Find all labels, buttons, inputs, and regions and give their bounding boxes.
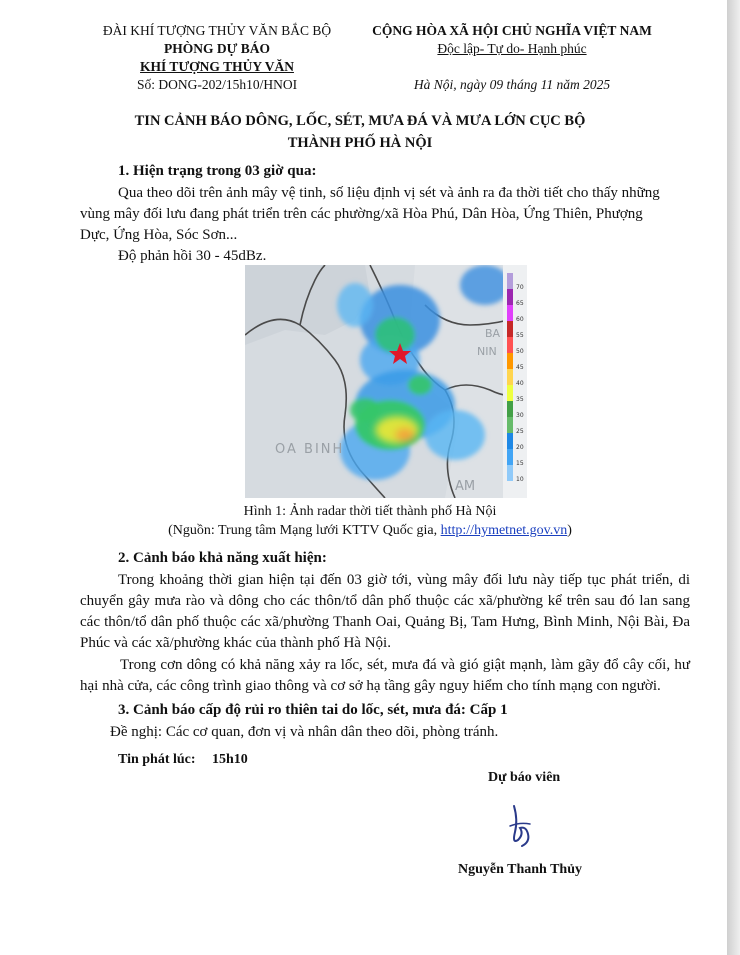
colorbar-tick: 50 — [516, 348, 524, 355]
national-motto: Độc lập- Tự do- Hạnh phúc — [437, 41, 587, 56]
section1-para2: Độ phản hồi 30 - 45dBz. — [118, 248, 267, 264]
issue-date: Hà Nội, ngày 09 tháng 11 năm 2025 — [413, 77, 611, 92]
section1-para1-line3: Dực, Ứng Hòa, Sóc Sơn... — [80, 227, 238, 243]
figure-source-suffix: ) — [567, 523, 572, 538]
section3-para: Đề nghị: Các cơ quan, đơn vị và nhân dân theo dõi, phòng tránh. — [110, 724, 499, 740]
colorbar-tick: 25 — [516, 428, 524, 435]
colorbar-tick: 10 — [516, 476, 524, 483]
country-name: CỘNG HÒA XÃ HỘI CHỦ NGHĨA VIỆT NAM — [372, 23, 652, 38]
colorbar-tick: 30 — [516, 412, 524, 419]
hymetnet-link[interactable]: http://hymetnet.gov.vn — [440, 523, 568, 538]
page-edge-shadow — [727, 0, 740, 955]
section3-heading: 3. Cảnh báo cấp độ rủi ro thiên tai do lốc, sét, mưa đá: Cấp 1 — [118, 702, 508, 718]
section1-para1-line1: Qua theo dõi trên ảnh mây vệ tinh, số liệu định vị sét và ảnh ra đa thời tiết cho thấy những — [118, 185, 660, 201]
section1-para1-line2: vùng mây đối lưu đang phát triển trên các phường/xã Hòa Phú, Dân Hòa, Ứng Thiên, Phượng — [80, 206, 643, 222]
radar-strong-echo — [375, 416, 419, 444]
colorbar-tick: 65 — [516, 300, 524, 307]
map-label-ninh: NIN — [477, 345, 497, 358]
document-title — [80, 110, 640, 154]
document-number: Số: DONG-202/15h10/HNOI — [136, 77, 298, 92]
colorbar-tick: 55 — [516, 332, 524, 339]
section2-para2: Trong cơn dông có khả năng xảy ra lốc, sét, mưa đá và gió giật mạnh, làm gãy đổ cây cối, hư hại nhà cửa, các công trình giao thông và cơ sở hạ tầng gây nguy hiểm cho tính mạng con người. — [80, 657, 690, 694]
title-line-1: TIN CẢNH BÁO DÔNG, LỐC, SÉT, MƯA ĐÁ VÀ MƯA LỚN CỤC BỘ — [134, 113, 586, 129]
colorbar-tick: 40 — [516, 380, 524, 387]
issue-time-label: Tin phát lúc: — [118, 752, 196, 767]
forecaster-name: Nguyễn Thanh Thủy — [458, 862, 582, 877]
map-label-nam: AM — [455, 479, 476, 494]
org-line-3: KHÍ TƯỢNG THỦY VĂN — [140, 59, 294, 74]
colorbar-tick: 20 — [516, 444, 524, 451]
map-label-bac: BA — [485, 327, 501, 340]
forecaster-role: Dự báo viên — [488, 770, 561, 785]
colorbar-tick: 15 — [516, 460, 524, 467]
colorbar-tick: 45 — [516, 364, 524, 371]
figure-caption-title: Hình 1: Ảnh radar thời tiết thành phố Hà Nội — [243, 504, 497, 519]
org-line-2: PHÒNG DỰ BÁO — [164, 41, 270, 56]
issue-time-value: 15h10 — [212, 752, 248, 767]
handwritten-signature — [500, 800, 540, 850]
national-motto-block — [352, 22, 672, 94]
issuing-agency-block — [92, 22, 342, 94]
figure-source-prefix: (Nguồn: Trung tâm Mạng lưới KTTV Quốc gia, — [168, 523, 441, 538]
figure-caption — [110, 502, 630, 540]
colorbar-tick: 35 — [516, 396, 524, 403]
map-label-hoa-binh: OA BINH — [275, 442, 345, 457]
org-line-1: ĐÀI KHÍ TƯỢNG THỦY VĂN BẮC BỘ — [102, 23, 332, 38]
section2-heading: 2. Cảnh báo khả năng xuất hiện: — [118, 550, 327, 566]
figure-source — [110, 521, 630, 540]
section2-para1: Trong khoảng thời gian hiện tại đến 03 giờ tới, vùng mây đối lưu này tiếp tục phát triển, di chuyển gây mưa rào và dông cho các thôn/tổ dân phố thuộc các xã/phường kể trên sau đó lan sang các thôn/tổ dân phố thuộc các xã/phường Thanh Oai, Quảng Bị, Tam Hưng, Bình Minh, Nội Bài, Đa Phúc và các xã/phường khác của thành phố Hà Nội. — [80, 572, 690, 651]
title-line-2: THÀNH PHỐ HÀ NỘI — [287, 135, 433, 151]
section1-heading: 1. Hiện trạng trong 03 giờ qua: — [118, 163, 317, 179]
colorbar-tick: 70 — [516, 284, 524, 291]
colorbar-tick: 60 — [516, 316, 524, 323]
colorbar — [507, 273, 513, 481]
radar-image — [245, 265, 527, 498]
